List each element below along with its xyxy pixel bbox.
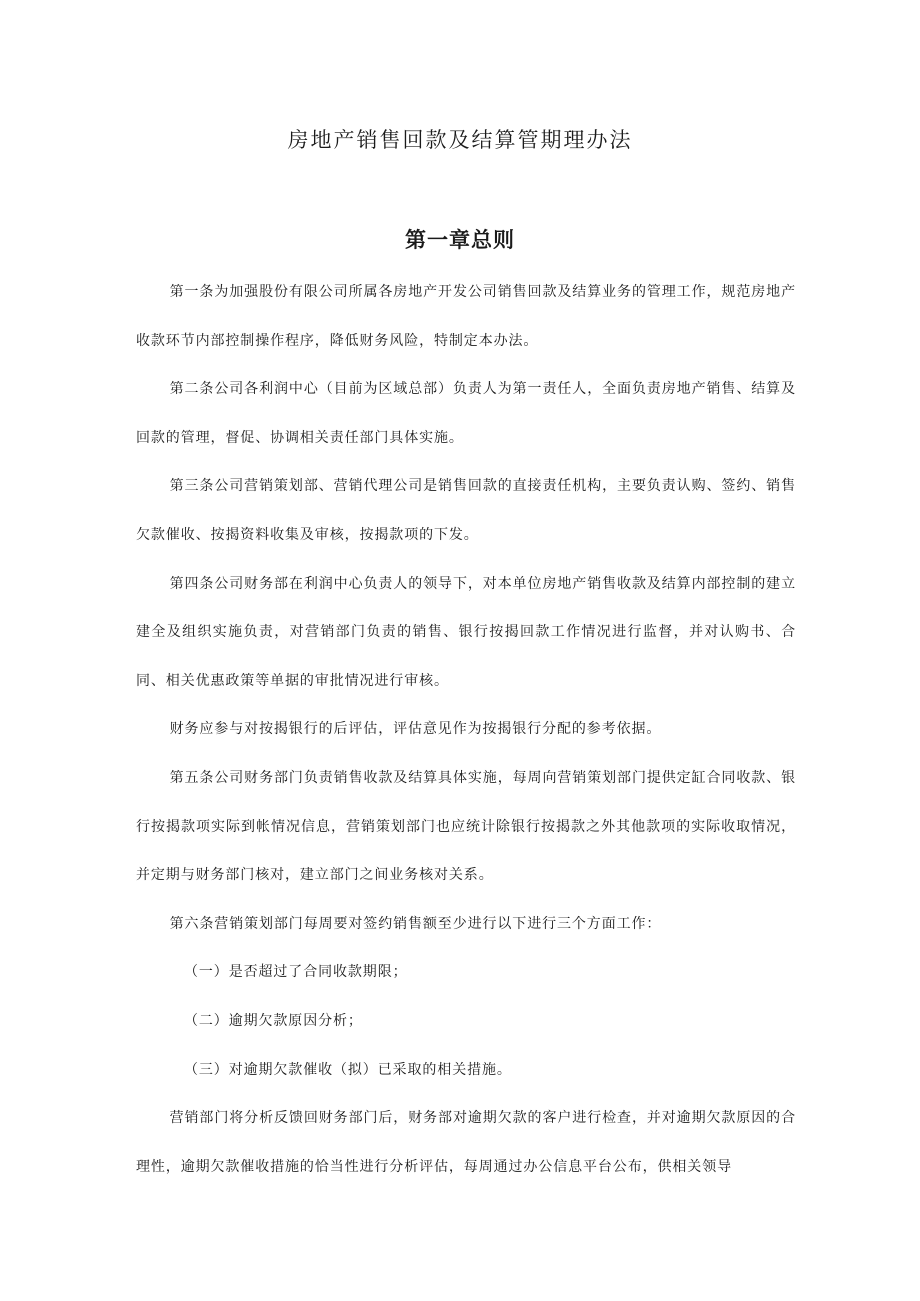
article-6: 第六条营销策划部门每周要对签约销售额至少进行以下进行三个方面工作： [169, 915, 662, 932]
chapter-heading: 第一章总则 [405, 227, 515, 252]
list-item: （一）是否超过了合同收款期限； [184, 964, 408, 981]
finance-note: 财务应参与对按揭银行的后评估，评估意见作为按揭银行分配的参考依据。 [169, 721, 662, 738]
article-5: 第五条公司财务部门负责销售收款及结算具体实施，每周向营销策划部门提供定缸合同收款、银行按揭款项实际到帐情况信息，营销策划部门也应统计除银行按揭款之外其他款项的实际收取情况，并定期与财务部门核对，建立部门之间业务核对关系。 [136, 769, 796, 884]
article-3: 第三条公司营销策划部、营销代理公司是销售回款的直接责任机构，主要负责认购、签约、销售欠款催收、按揭资料收集及审核，按揭款项的下发。 [136, 478, 796, 543]
article-1: 第一条为加强股份有限公司所属各房地产开发公司销售回款及结算业务的管理工作，规范房地产收款环节内部控制操作程序，降低财务风险，特制定本办法。 [136, 284, 796, 349]
document-title: 房地产销售回款及结算管期理办法 [287, 128, 633, 152]
article-2: 第二条公司各利润中心（目前为区域总部）负责人为第一责任人，全面负责房地产销售、结算及回款的管理，督促、协调相关责任部门具体实施。 [136, 381, 796, 446]
document-body [136, 268, 796, 1191]
list-item: （三）对逾期欠款催收（拟）已采取的相关措施。 [184, 1061, 512, 1078]
article-4: 第四条公司财务部在利润中心负责人的领导下，对本单位房地产销售收款及结算内部控制的建立建全及组织实施负责，对营销部门负责的销售、银行按揭回款工作情况进行监督，并对认购书、合同、相关优惠政策等单据的审批情况进行审核。 [136, 575, 796, 689]
closing-paragraph: 营销部门将分析反馈回财务部门后，财务部对逾期欠款的客户进行检查，并对逾期欠款原因的合理性，逾期欠款催收措施的恰当性进行分析评估，每周通过办公信息平台公布，供相关领导 [136, 1110, 796, 1175]
list-item: （二）逾期欠款原因分析； [184, 1012, 363, 1029]
